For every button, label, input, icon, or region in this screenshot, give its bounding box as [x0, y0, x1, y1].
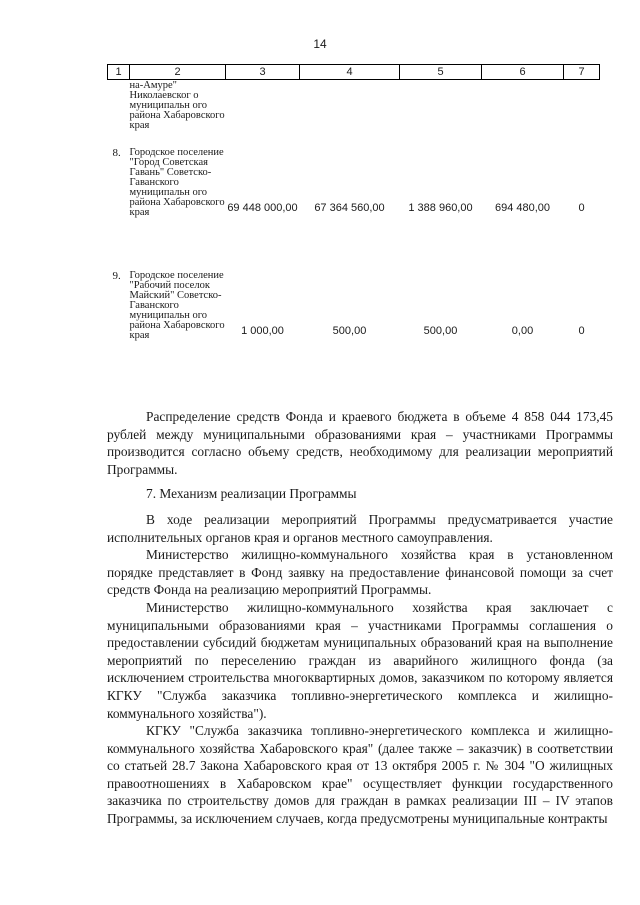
table-header-cell: 1 [108, 65, 130, 80]
body-text [107, 408, 613, 828]
amount-cell: 1 000,00 [241, 325, 284, 337]
section-heading: 7. Механизм реализации Программы [146, 486, 357, 502]
municipality-name: Городское поселение "Город Советская Гавань" Советско-Гаванского муниципальн ого района Хабаровского края [129, 146, 225, 218]
municipality-name: на-Амуре" Николаевског о муниципальн ого района Хабаровского края [129, 80, 225, 131]
paragraph: КГКУ "Служба заказчика топливно-энергетического комплекса и жилищно-коммунального хозяйства Хабаровского края" (далее также – заказчик) в соответствии со статьей 28.7 Закона Хабаровского края от 13 октября 2005 г. № 304 "О жилищных правоотношениях в Хабаровском крае" осуществляет функции государственного заказчика по строительству домов для граждан в рамках реализации III – IV этапов Программы, за исключением случаев, когда предусмотрены муниципальные контракты [107, 723, 613, 827]
table-row [108, 270, 600, 393]
row-number: 8. [112, 146, 121, 159]
table-row [108, 147, 600, 270]
amount-cell: 694 480,00 [494, 202, 551, 214]
amount-cell: 0 [578, 202, 585, 214]
amount-cell: 67 364 560,00 [314, 202, 385, 214]
table-row-continuation [108, 80, 600, 147]
amount-cell: 500,00 [332, 325, 367, 337]
table-header-row [108, 65, 600, 80]
row-number: 9. [112, 269, 121, 282]
table-header-cell: 4 [300, 65, 400, 80]
paragraph: В ходе реализации мероприятий Программы предусматривается участие исполнительных органов края и органов местного самоуправления. [107, 511, 613, 545]
table-header-cell: 2 [130, 65, 226, 80]
table-header-cell: 7 [564, 65, 600, 80]
amount-cell: 1 388 960,00 [408, 202, 473, 214]
page-number: 14 [313, 37, 327, 51]
paragraph: Министерство жилищно-коммунального хозяйства края заключает с муниципальными образованиями края – участниками Программы соглашения о предоставлении субсидий бюджетам муниципальных образований края на выполнение мероприятий по переселению граждан из аварийного жилищного фонда (за исключением строительства многоквартирных домов, заказчиком по которому является КГКУ "Служба заказчика топливно-энергетического комплекса и жилищно-коммунального хозяйства"). [107, 599, 613, 721]
table-header-cell: 6 [482, 65, 564, 80]
program-table [107, 64, 600, 393]
amount-cell: 500,00 [423, 325, 458, 337]
table-header-cell: 3 [226, 65, 300, 80]
paragraph: Министерство жилищно-коммунального хозяйства края в установленном порядке представляет в Фонд заявку на предоставление финансовой помощи за счет средств Фонда на реализацию мероприятий Программы. [107, 547, 613, 598]
amount-cell: 69 448 000,00 [227, 202, 298, 214]
paragraph: Распределение средств Фонда и краевого бюджета в объеме 4 858 044 173,45 рублей между муниципальными образованиями края – участниками Программы производится согласно объему средств, необходимому для реализации мероприятий Программы. [107, 409, 613, 477]
amount-cell: 0,00 [511, 325, 534, 337]
municipality-name: Городское поселение "Рабочий поселок Майский" Советско-Гаванского муниципальн ого района Хабаровского края [129, 269, 225, 341]
amount-cell: 0 [578, 325, 585, 337]
table-header-cell: 5 [400, 65, 482, 80]
